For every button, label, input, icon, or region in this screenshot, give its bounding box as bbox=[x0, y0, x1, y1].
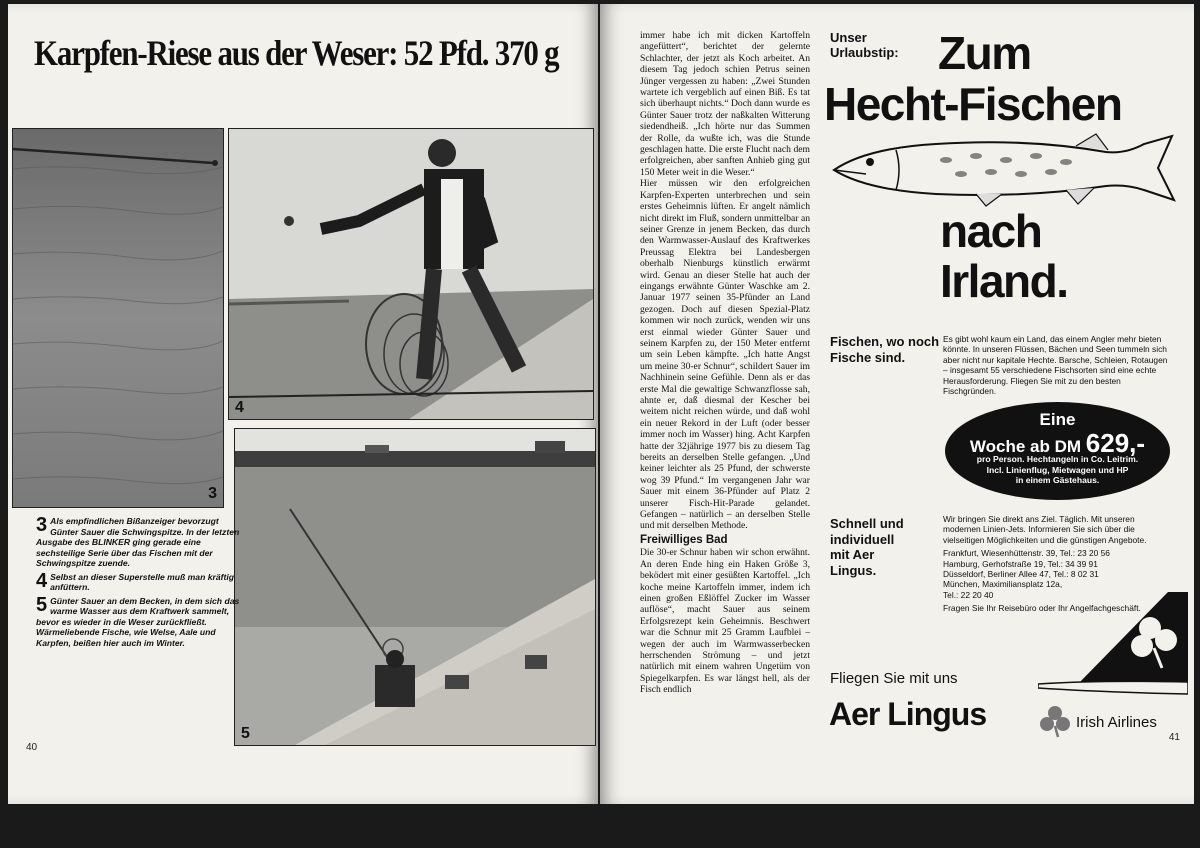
aircraft-tail-icon bbox=[1038, 588, 1188, 698]
aer-lingus-wordmark: Aer Lingus bbox=[829, 696, 987, 732]
right-page bbox=[600, 4, 1194, 804]
photo-number-4: 4 bbox=[235, 399, 244, 416]
water-rod-picture bbox=[13, 129, 223, 507]
page-number-left: 40 bbox=[26, 742, 38, 753]
irish-airlines-text: Irish Airlines bbox=[1076, 714, 1157, 731]
caption-5: 5 Günter Sauer an dem Becken, in dem sich das warme Wasser aus dem Kraftwerk sammelt, bevor es wieder in die Weser zurückfließt. Wärmeliebende Fische, wie Welse, Aale und Karpfen, beißen hier auch im Winter. bbox=[36, 593, 240, 648]
ad-subheading-fischen: Fischen, wo noch Fische sind. bbox=[830, 334, 940, 365]
article-paragraph: Die 30-er Schnur haben wir schon erwähnt. An deren Ende hing ein Haken Größe 3, beködert mit einer gesüßten Kartoffel. „Ich koche meine Kartoffeln immer, indem ich einen großen Eßlöffel Zucker im Wasser auflöse“, macht Sauer aus seinem Erfolgsrezept kein Geheimnis. Beschwert war die Schnur mit 25 Gramm Laufblei – wegen der auch im Warmwasserbecken herrschenden Strömung – und jetzt natürlich mit einem wahren Ungetüm von Spiegelkarpfen. Es war längst hell, als der Fisch endlich bbox=[640, 547, 810, 696]
photo-captions bbox=[36, 516, 242, 651]
article-headline: Karpfen-Riese aus der Weser: 52 Pfd. 370 g bbox=[34, 33, 559, 73]
caption-3: 3 Als empfindlichen Bißanzeiger bevorzugt Günter Sauer die Schwingspitze. In der letzten Ausgabe des BLINKER ging gerade eine sechsteilige Serie über das Fischen mit der Schwingspitze zuende. bbox=[36, 514, 240, 568]
address-list: Frankfurt, Wiesenhüttenstr. 39, Tel.: 23 20 56 Hamburg, Gerhofstraße 19, Tel.: 34 39 91 Düsseldorf, Berliner Allee 47, Tel.: 8 02 31 München, Maximiliansplatz 12a, Tel.: 22 20 40 bbox=[943, 548, 1110, 600]
ad-vacation-tip: Unser Urlaubstip: bbox=[830, 30, 899, 60]
ad-text-intro: Es gibt wohl kaum ein Land, das einem Angler mehr bieten könnte. In unseren Flüssen, Bächen und Seen tummeln sich aber nicht nur kapitale Hechte. Barsche, Schleien, Rotaugen – insgesamt 55 verschiedene Fischsorten sind eine echte Herausforderung. Fliegen Sie mit zu den besten Fischgründen. bbox=[943, 334, 1168, 397]
ad-headline-irland: Irland. bbox=[940, 255, 1068, 307]
price-badge: Eine Woche ab DM 629,- pro Person. Hechtangeln in Co. Leitrim. Incl. Linienflug, Mietwagen und HP in einem Gästehaus. bbox=[945, 402, 1170, 500]
photo-basin bbox=[234, 428, 596, 746]
photo-number-5: 5 bbox=[241, 725, 250, 742]
article-column bbox=[640, 30, 810, 696]
left-page bbox=[8, 4, 598, 804]
angler-throwing-picture bbox=[229, 129, 593, 419]
shamrock-icon bbox=[1038, 704, 1072, 738]
photo-baiting bbox=[228, 128, 594, 420]
article-paragraph: Hier müssen wir den erfolgreichen Karpfen-Experten unterbrechen und sein erstes Geheimnis lüften. Er angelt nämlich nicht direkt im Fluß, sondern unmittelbar an seiner Grenze in jenem Becken, das durch den Warmwasser-Auslauf des Kraftwerkes Preussag Elektra bei Landesbergen oberhalb Nienburgs künstlich erwärmt wird. Genau an dieser Stelle hat auch der eingangs erwähnte Günter Waschke am 2. Januar 1977 seinen 35-Pfünder an Land gezogen. Doch auf diesen Spezial-Platz kommen wir noch zurück, wenden wir uns erst einmal wieder Günter Sauer und seinem Karpfen zu, der 150 Meter entfernt um sein Leben kämpfte. „Ich hatte Angst um meine 30-er Schnur“, schildert Sauer im Nachhinein seine Gefühle. Denn als er das erste Mal die gewaltige Schwanzflosse sah, ahnte er, daß diesmal der Kescher bei weitem nicht reichen würde, und daß wohl ein neuer Rekord in der Luft (oder besser immer noch im Wasser) hing. Acht Karpfen hatte der 32jährige 1977 bis zu diesem Tag bereits an derselben Stelle gefangen. „Und keiner leichter als 25 Pfund, der schwerste wog 39 Pfund.“ Im vergangenen Jahr war Sauer mit einem 36-Pfünder auf Platz 2 unserer Fisch-Hit-Parade gelandet. Gefangen – natürlich – an derselben Stelle und mit derselben Methode. bbox=[640, 178, 810, 532]
angler-basin-picture bbox=[235, 429, 595, 745]
ad-headline-zum: Zum bbox=[938, 27, 1031, 79]
fly-with-us: Fliegen Sie mit uns bbox=[830, 670, 958, 687]
caption-4: 4 Selbst an dieser Superstelle muß man kräftig anfüttern. bbox=[36, 569, 234, 592]
pike-fish-icon bbox=[826, 130, 1176, 208]
price-value: 629,- bbox=[1085, 428, 1146, 458]
ad-headline-nach: nach bbox=[940, 205, 1042, 257]
article-subheading: Freiwilliges Bad bbox=[640, 533, 728, 546]
photo-number-3: 3 bbox=[208, 485, 217, 502]
magazine-spread bbox=[8, 4, 1194, 804]
photo-swing-tip bbox=[12, 128, 224, 508]
ad-subheading-schnell: Schnell und individuell mit Aer Lingus. bbox=[830, 516, 904, 578]
page-number-right: 41 bbox=[1168, 732, 1180, 743]
ad-text-contact: Wir bringen Sie direkt ans Ziel. Täglich. Mit unseren modernen Linien-Jets. Informieren Sie sich über die vielseitigen Möglichkeiten und die günstigen Angebote. Frankfurt, Wiesenhüttenstr. 39, Tel.: 23 20 56 Hamburg, Gerhofstraße 19, Tel.: 34 39 91 Düsseldorf, Berliner Allee 47, Tel.: 8 02 31 München, Maximiliansplatz 12a, Tel.: 22 20 40 Fragen Sie Ihr Reisebüro oder Ihr Angelfachgeschäft. bbox=[943, 514, 1173, 617]
ad-headline-hecht: Hecht-Fischen bbox=[824, 78, 1122, 130]
article-paragraph: immer habe ich mit dicken Kartoffeln angefüttert“, berichtet der gelernte Schlachter, der jetzt als Koch arbeitet. An diesem Tag jedoch schien Petrus seinen Jünger vergessen zu haben: „Zwei Stunden wartete ich vergeblich auf einen Biß. Es tat sich überhaupt nichts.“ Doch dann wurde es Günter Sauer trotz der naßkalten Witterung siedendheiß. „Ich hörte nur das Summen der Rolle, da wußte ich, was die Stunde geschlagen hatte. Die erste Flucht nach dem erfolgreichen, aber sanften Anhieb ging gut 150 Meter weit in die Weser.“ bbox=[640, 30, 810, 178]
